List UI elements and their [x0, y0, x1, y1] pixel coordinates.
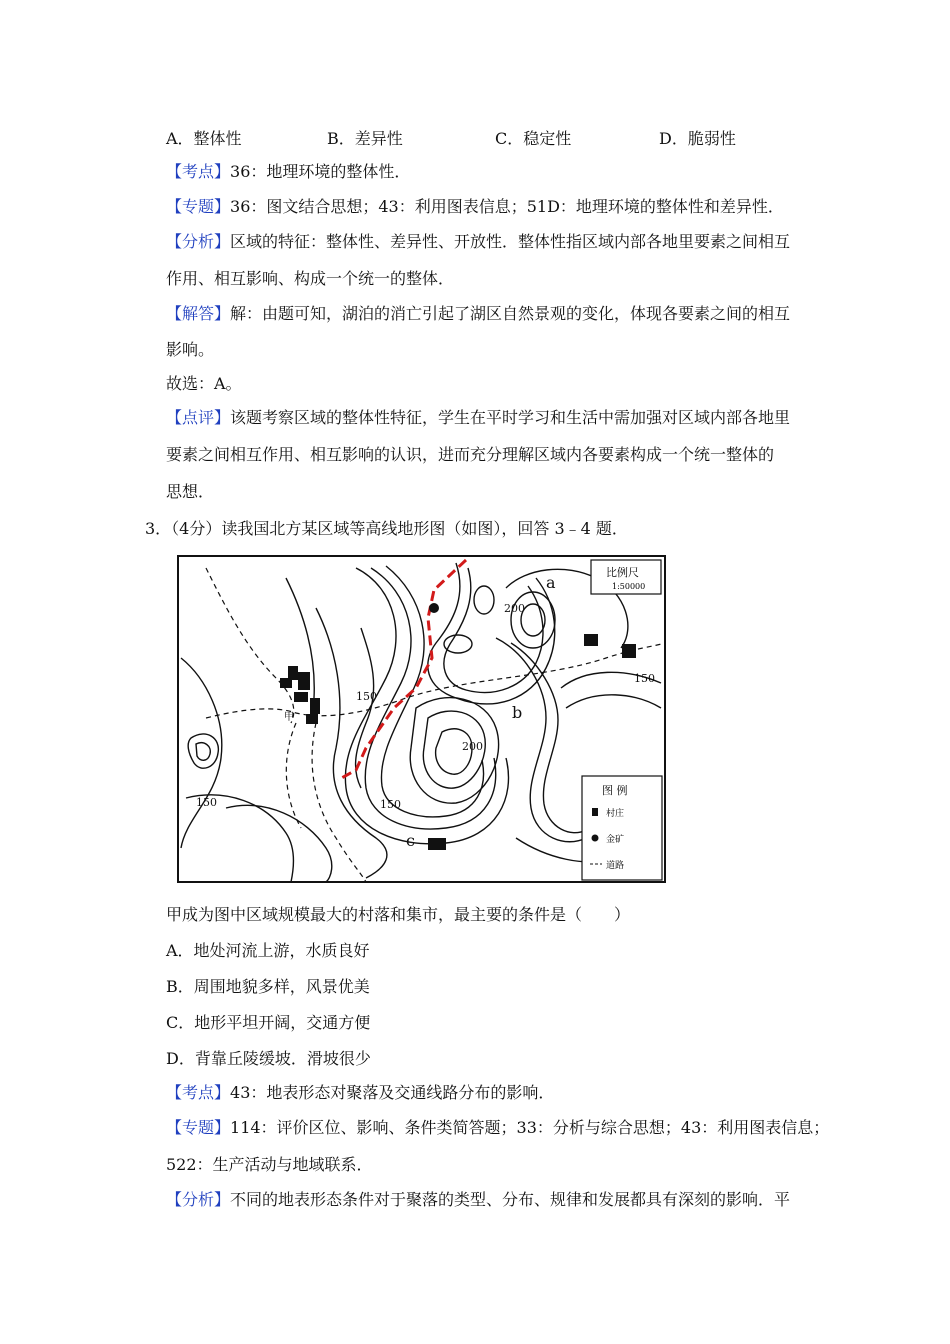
q3-fenxi: [166, 1190, 790, 1210]
q3-zhuanti-2: 522：生产活动与地域联系．: [166, 1155, 373, 1174]
fenxi-text-1: 区域的特征：整体性、差异性、开放性．整体性指区域内部各地里要素之间相互: [230, 232, 791, 251]
gold-mine-marker: [429, 603, 439, 613]
q2-kaodian: [166, 162, 410, 182]
point-label-a: a: [546, 573, 556, 592]
q3-stem: 3．（4分）读我国北方某区域等高线地形图（如图），回答 3﹣4 题．: [145, 519, 628, 538]
dianping-tag: 【点评】: [166, 408, 231, 427]
kaodian-tag: 【考点】: [166, 1083, 231, 1102]
q2-dianping-2: 要素之间相互作用、相互影响的认识，进而充分理解区域内各要素构成一个统一整体的: [166, 445, 775, 464]
q3-option-b: B．周围地貌多样，风景优美: [166, 977, 370, 996]
q2-zhuanti: [166, 197, 784, 217]
q2-fenxi: [166, 232, 790, 252]
legend-road-label: 道路: [606, 861, 625, 871]
contour-map: [166, 548, 668, 888]
q3-option-d: D．背靠丘陵缓坡．滑坡很少: [166, 1049, 371, 1068]
contour-label: 150: [634, 672, 655, 685]
contour-label: 150: [196, 796, 217, 809]
contour-label: 150: [380, 798, 401, 811]
q2-jieda: [166, 304, 790, 324]
q2-dianping-3: 思想．: [166, 482, 215, 501]
zhuanti-tag: 【专题】: [166, 197, 231, 216]
kaodian-tag: 【考点】: [166, 162, 231, 181]
contour-label: 200: [504, 602, 525, 615]
legend-mine-symbol: [592, 835, 599, 842]
legend-title: 图 例: [602, 784, 628, 797]
q2-option-d: D．脆弱性: [659, 129, 736, 148]
jieda-text-1: 解：由题可知，湖泊的消亡引起了湖区自然景观的变化，体现各要素之间的相互: [230, 304, 791, 323]
q2-fenxi-2: 作用、相互影响、构成一个统一的整体．: [166, 269, 455, 288]
scale-label: 比例尺: [606, 566, 639, 579]
q3-kaodian: [166, 1083, 554, 1103]
q2-option-c: C．稳定性: [495, 129, 572, 148]
zhuanti-text: 36：图文结合思想；43：利用图表信息；51D：地理环境的整体性和差异性．: [230, 197, 784, 216]
contour-label: 150: [356, 690, 377, 703]
scale-value: 1:50000: [612, 582, 646, 591]
fenxi-tag: 【分析】: [166, 232, 231, 251]
q3-option-c: C．地形平坦开阔，交通方便: [166, 1013, 371, 1032]
kaodian-text: 43：地表形态对聚落及交通线路分布的影响．: [230, 1083, 555, 1102]
point-label-b: b: [512, 703, 523, 722]
legend-village-symbol: [592, 808, 598, 816]
jieda-tag: 【解答】: [166, 304, 231, 323]
dianping-text-1: 该题考察区域的整体性特征，学生在平时学习和生活中需加强对区域内部各地里: [230, 408, 791, 427]
point-label-c: c: [406, 831, 415, 850]
legend-mine-label: 金矿: [606, 835, 625, 845]
q2-guxuan: 故选：A。: [166, 374, 242, 393]
contour-label: 200: [462, 740, 483, 753]
zhuanti-tag: 【专题】: [166, 1118, 231, 1137]
q2-option-b: B．差异性: [327, 129, 403, 148]
q3-zhuanti: [166, 1118, 829, 1138]
q3-option-a: A．地处河流上游，水质良好: [166, 941, 370, 960]
q2-option-a: A．整体性: [166, 129, 242, 148]
q2-dianping: [166, 408, 790, 428]
q3-question: 甲成为图中区域规模最大的村落和集市，最主要的条件是（ ）: [166, 905, 631, 924]
zhuanti-text-1: 114：评价区位、影响、条件类简答题；33：分析与综合思想；43：利用图表信息；: [230, 1118, 830, 1137]
q2-jieda-2: 影响。: [166, 340, 215, 359]
legend-village-label: 村庄: [606, 809, 625, 819]
kaodian-text: 36：地理环境的整体性．: [230, 162, 411, 181]
fenxi-tag: 【分析】: [166, 1190, 231, 1209]
fenxi-text: 不同的地表形态条件对于聚落的类型、分布、规律和发展都具有深刻的影响．平: [230, 1190, 791, 1209]
point-label-jia: 甲: [284, 712, 294, 723]
